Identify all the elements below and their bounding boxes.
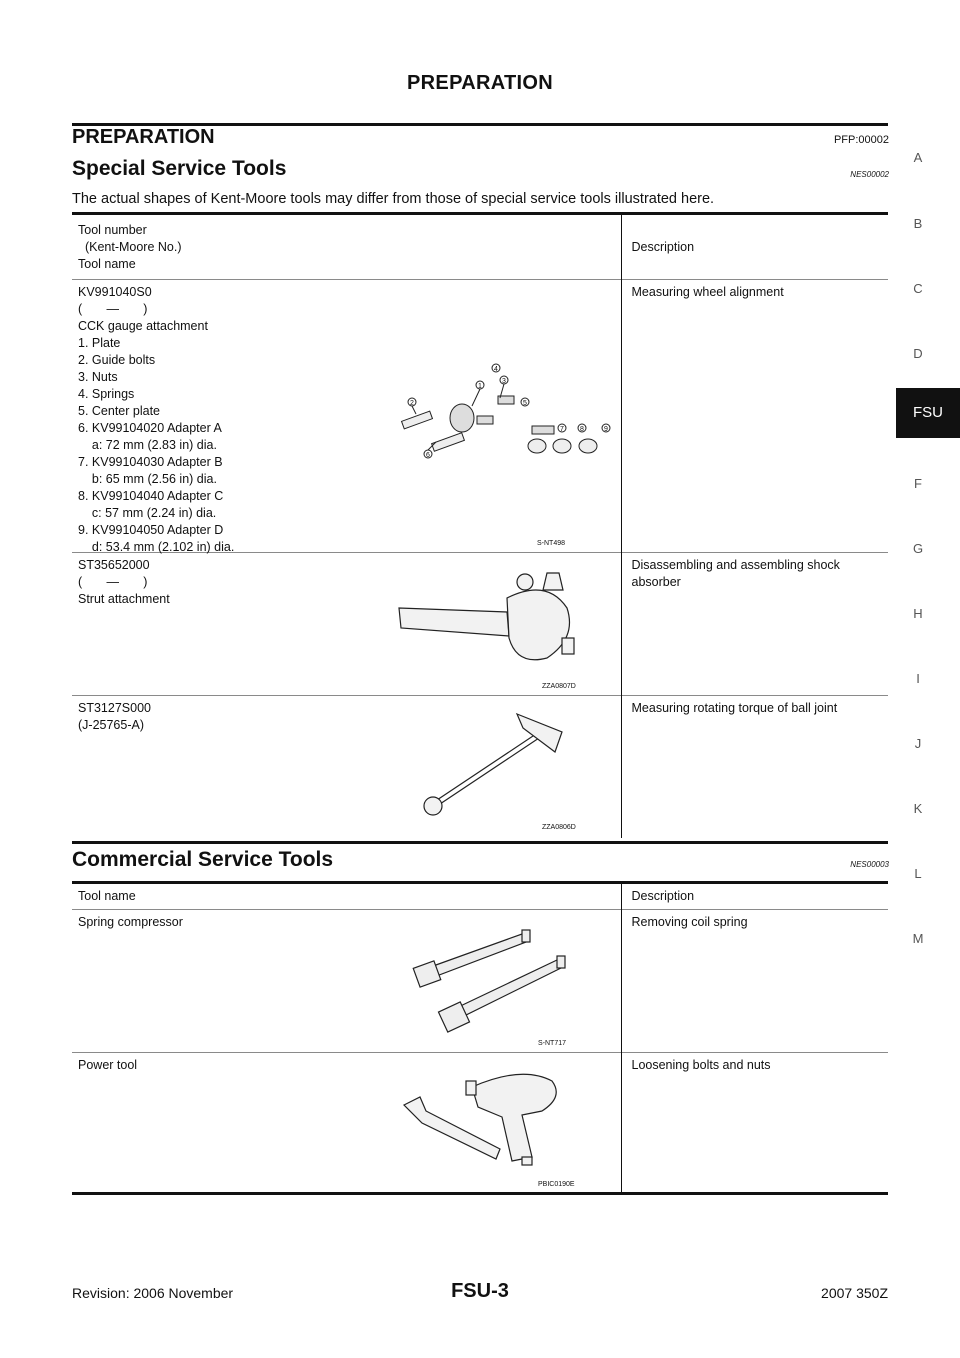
tool-cell: ST3127S000 (J-25765-A) — [78, 700, 151, 732]
footer-revision: Revision: 2006 November — [72, 1285, 234, 1301]
figure-label: ZZA0807D — [542, 682, 576, 690]
special-tools-table — [72, 215, 888, 838]
svg-text:8: 8 — [580, 425, 584, 433]
index-letter[interactable]: L — [914, 866, 922, 881]
table-row — [72, 552, 888, 695]
index-letter[interactable]: B — [913, 216, 923, 231]
power-tool-figure — [402, 1067, 577, 1177]
index-letter[interactable]: A — [913, 150, 923, 165]
tool-cell: ST35652000 ( — ) Strut attachment — [78, 557, 170, 606]
index-letter[interactable]: I — [916, 671, 920, 686]
special-tools-title: Special Service Tools — [72, 157, 287, 180]
spring-compressor-figure — [412, 930, 572, 1030]
strut-attachment-figure — [397, 568, 587, 668]
footer-page-number: FSU-3 — [451, 1280, 509, 1302]
svg-text:2: 2 — [410, 399, 414, 407]
tool-cell: Power tool — [78, 1057, 138, 1072]
svg-text:5: 5 — [523, 399, 527, 407]
table-bottom-rule — [72, 1192, 888, 1195]
table-row — [72, 695, 888, 838]
header-description-col: Description — [631, 889, 695, 903]
svg-text:7: 7 — [560, 425, 564, 433]
description-cell: Disassembling and assembling shock absorber — [631, 557, 840, 589]
header-tool-col: Tool name — [78, 889, 136, 903]
index-letter[interactable]: C — [913, 281, 923, 296]
index-letter[interactable]: G — [912, 541, 924, 556]
figure-label: S-NT717 — [538, 1039, 567, 1047]
commercial-tools-title: Commercial Service Tools — [72, 848, 334, 871]
page-header-title: PREPARATION — [407, 72, 553, 94]
figure-label: S-NT498 — [537, 539, 566, 547]
index-letter[interactable]: H — [913, 606, 923, 621]
tool-cell: Spring compressor — [78, 914, 183, 929]
cck-gauge-figure — [392, 358, 608, 468]
special-tools-code: NES00002 — [850, 170, 889, 179]
header-tool-col: Tool number (Kent-Moore No.) Tool name — [78, 223, 182, 271]
special-tools-intro: The actual shapes of Kent-Moore tools may differ from those of special service tools illustrated here. — [72, 191, 715, 207]
table-header-row — [72, 884, 888, 909]
description-cell: Loosening bolts and nuts — [631, 1057, 771, 1072]
svg-text:3: 3 — [502, 377, 506, 385]
section-title: PREPARATION — [72, 126, 215, 148]
svg-text:6: 6 — [426, 451, 430, 459]
commercial-tools-table — [72, 884, 888, 1194]
torque-gauge-figure — [417, 708, 567, 818]
tool-cell: KV991040S0 ( — ) CCK gauge attachment 1. Plate 2. Guide bolts 3. Nuts 4. Springs 5. Center plate 6. KV99104020 Adapter A a: 72 mm (2.83 in) dia. 7. KV99104030 Adapter B b: 65 mm (2.56 in) dia. 8. KV99104040 Adapter C c: 57 mm (2.24 in) dia. 9. KV99104050 Adapter D d: 53.4 mm (2.102 in) dia. — [78, 284, 235, 554]
table-row — [72, 909, 888, 1052]
header-description-col: Description — [631, 240, 695, 254]
index-letter[interactable]: K — [913, 801, 923, 816]
figure-label: PBIC0190E — [538, 1180, 575, 1188]
active-section-tab[interactable]: FSU — [896, 388, 960, 438]
description-cell: Measuring rotating torque of ball joint — [631, 700, 838, 715]
index-letter[interactable]: J — [914, 736, 922, 751]
figure-label: ZZA0806D — [542, 823, 576, 831]
table-bottom-rule — [72, 841, 888, 844]
index-letter[interactable]: M — [912, 931, 924, 946]
table-header-row — [72, 215, 888, 279]
footer-model: 2007 350Z — [821, 1285, 888, 1301]
index-letter[interactable]: F — [914, 476, 922, 491]
commercial-tools-code: NES00003 — [850, 860, 889, 869]
section-code: PFP:00002 — [833, 134, 889, 146]
description-cell: Removing coil spring — [631, 914, 748, 929]
svg-text:1: 1 — [478, 382, 482, 390]
description-cell: Measuring wheel alignment — [631, 284, 784, 299]
svg-text:4: 4 — [494, 365, 498, 373]
svg-text:9: 9 — [604, 425, 608, 433]
index-letter[interactable]: D — [913, 346, 923, 361]
table-row — [72, 1052, 888, 1194]
table-row — [72, 279, 888, 552]
